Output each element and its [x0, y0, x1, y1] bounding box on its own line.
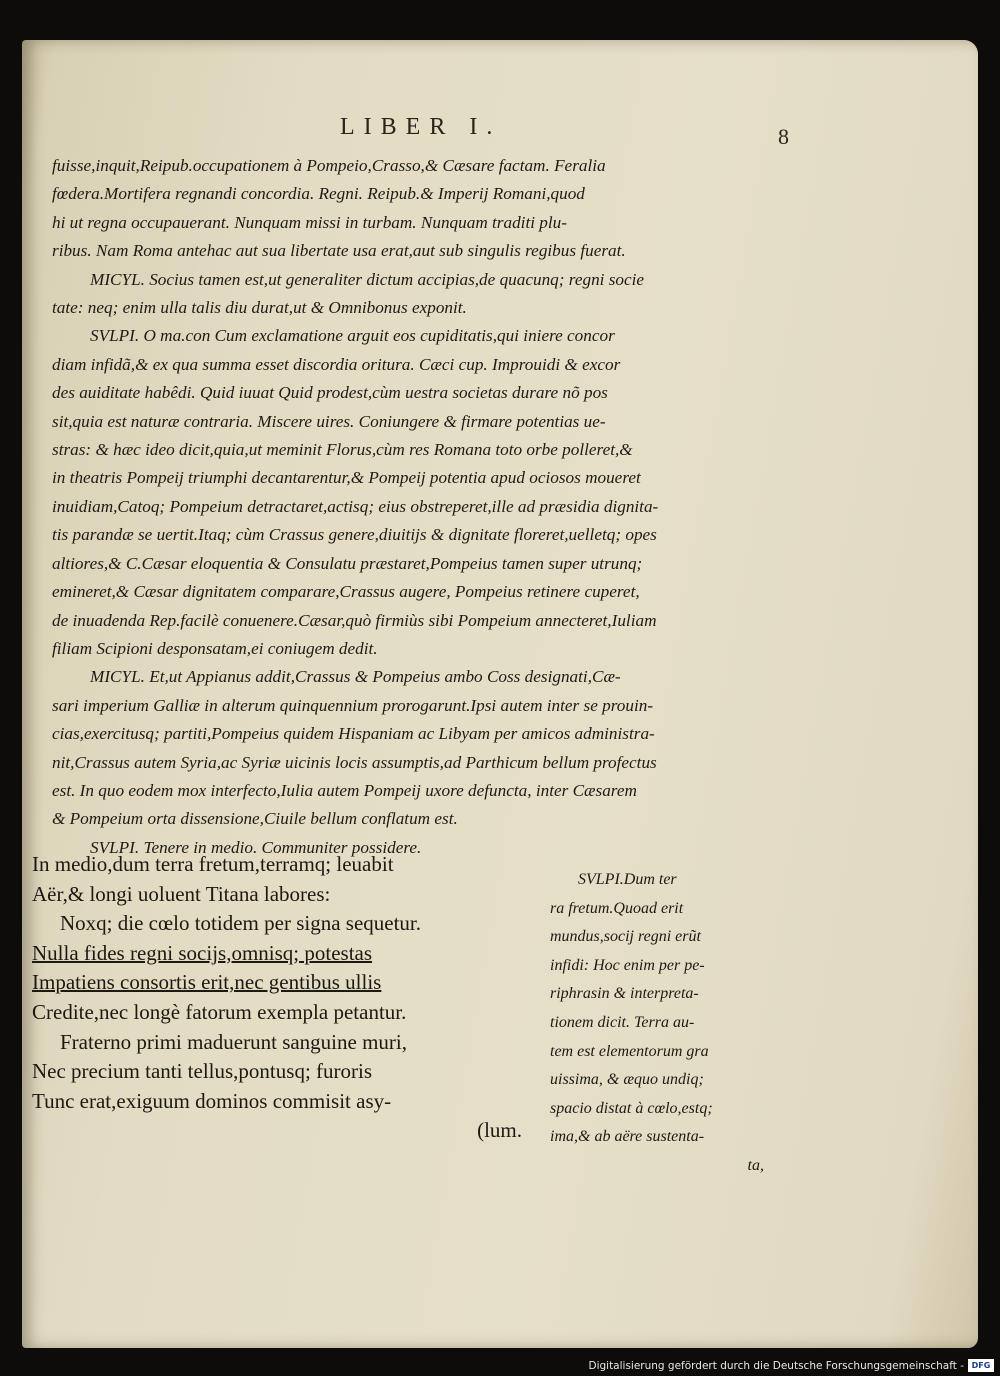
commentary-line: filiam Scipioni desponsatam,ei coniugem dedit. [52, 638, 378, 658]
verse-line: Fraterno primi maduerunt sanguine muri, [60, 1029, 408, 1054]
funding-notice: Digitalisierung gefördert durch die Deutsche Forschungsgemeinschaft - [588, 1360, 964, 1372]
commentary-line: fœdera.Mortifera regnandi concordia. Regni. Reipub.& Imperij Romani,quod [52, 184, 585, 204]
verse-block [32, 850, 532, 1146]
verse-line: Nec precium tanti tellus,pontusq; furoris [32, 1059, 373, 1084]
verse-line: Noxq; die cœlo totidem per signa sequetur. [60, 911, 422, 936]
commentary-line: de inuadenda Rep.facilè conuenere.Cæsar,quò firmiùs sibi Pompeium annecteret,Iuliam [52, 610, 657, 630]
verse-line: In medio,dum terra fretum,terramq; leuabit [32, 852, 394, 876]
commentary-line: nit,Crassus autem Syria,ac Syriæ uicinis locis assumptis,ad Parthicum bellum profectus [52, 752, 657, 772]
side-note-line: tionem dicit. Terra au- [550, 1013, 695, 1031]
dfg-logo: DFG [968, 1359, 994, 1372]
side-note-line: ima,& ab aëre sustenta- [550, 1128, 705, 1146]
running-title: LIBER I. [340, 114, 502, 140]
commentary-line: tate: neq; enim ulla talis diu durat,ut & Omnibonus exponit. [52, 298, 467, 318]
side-note-line: spacio distat à cœlo,estq; [550, 1099, 713, 1117]
side-note-line: infidi: Hoc enim per pe- [550, 956, 705, 974]
verse-line: Nulla fides regni socijs,omnisq; potestas [32, 940, 373, 965]
verse-line: Impatiens consortis erit,nec gentibus ullis [32, 970, 382, 995]
side-note-line: ra fretum.Quoad erit [550, 899, 684, 917]
commentary-line: in theatris Pompeij triumphi decantarentur,& Pompeij potentia apud ociosos moueret [52, 468, 641, 488]
commentary-line: MICYL. Socius tamen est,ut generaliter dictum accipias,de quacunq; regni socie [90, 269, 645, 289]
side-note-line: mundus,socij regni erũt [550, 928, 701, 946]
commentary-line: tis parandæ se uertit.Itaq; cùm Crassus genere,diuitijs & dignitate floreret,uelletq; opes [52, 525, 657, 545]
commentary-line: est. In quo eodem mox interfecto,Iulia autem Pompeij uxore defuncta, inter Cæsarem [52, 780, 637, 800]
commentary-line: cias,exercitusq; partiti,Pompeius quidem Hispaniam ac Libyam per amicos administra- [52, 724, 655, 744]
commentary-line: emineret,& Cæsar dignitatem comparare,Crassus augere, Pompeius retinere cuperet, [52, 582, 640, 602]
side-note [550, 866, 764, 1181]
commentary-line: sari imperium Galliæ in alterum quinquennium prorogarunt.Ipsi autem inter se prouin- [52, 695, 654, 715]
commentary-line: stras: & hæc ideo dicit,quia,ut meminit Florus,cùm res Romana toto orbe polleret,& [52, 440, 633, 460]
commentary-line: MICYL. Et,ut Appianus addit,Crassus & Pompeius ambo Coss designati,Cæ- [90, 667, 621, 687]
commentary-line: inuidiam,Catoq; Pompeium detractaret,actisq; eius obstreperet,ille ad præsidia dignita- [52, 496, 659, 516]
side-note-line: riphrasin & interpreta- [550, 985, 699, 1003]
verse-line: (lum. [477, 1118, 522, 1143]
side-note-line: tem est elementorum gra [550, 1042, 709, 1060]
commentary-block [52, 152, 792, 862]
commentary-line: & Pompeium orta dissensione,Ciuile bellum conflatum est. [52, 809, 458, 829]
side-note-line: SVLPI.Dum ter [578, 871, 677, 888]
commentary-line: altiores,& C.Cæsar eloquentia & Consulatu præstaret,Pompeius tamen super utrunq; [52, 553, 643, 573]
commentary-line: fuisse,inquit,Reipub.occupationem à Pompeio,Crasso,& Cæsare factam. Feralia [52, 156, 606, 175]
commentary-line: diam infidã,& ex qua summa esset discordia oritura. Cæci cup. Improuidi & excor [52, 354, 621, 374]
commentary-line: des auiditate habêdi. Quid iuuat Quid prodest,cùm uestra societas durare nõ pos [52, 383, 608, 403]
commentary-line: sit,quia est naturæ contraria. Miscere uires. Coniungere & firmare potentias ue- [52, 411, 606, 431]
side-note-line: uissima, & æquo undiq; [550, 1071, 704, 1089]
page-number: 8 [778, 124, 789, 149]
commentary-line: SVLPI. O ma.con Cum exclamatione arguit eos cupiditatis,qui iniere concor [90, 326, 615, 346]
side-note-line: ta, [747, 1156, 764, 1174]
commentary-line: ribus. Nam Roma antehac aut sua libertate usa erat,aut sub singulis regibus fuerat. [52, 241, 626, 261]
verse-line: Aër,& longi uoluent Titana labores: [32, 881, 331, 906]
commentary-line: SVLPI. Tenere in medio. Communiter possidere. [90, 837, 422, 857]
verse-line: Credite,nec longè fatorum exempla petantur. [32, 999, 407, 1024]
verse-line: Tunc erat,exiguum dominos commisit asy- [32, 1088, 392, 1113]
commentary-line: hi ut regna occupauerant. Nunquam missi in turbam. Nunquam traditi plu- [52, 212, 567, 232]
